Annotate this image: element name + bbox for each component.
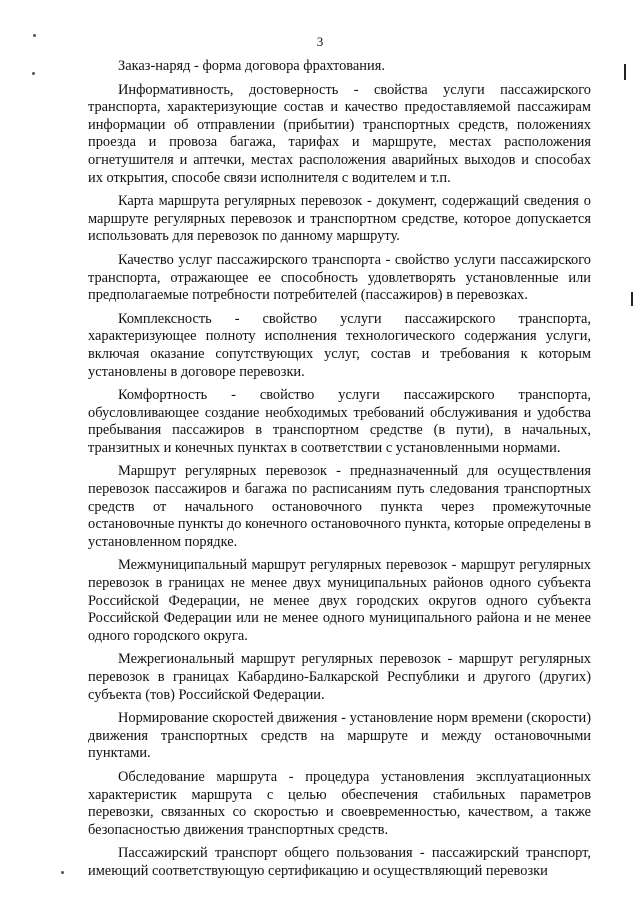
paragraph: Межмуниципальный маршрут регулярных перевозок - маршрут регулярных перевозок в границах не менее двух муниципальных районов одного субъекта Российской Федерации, не менее двух городских округов одного субъекта Российской Федерации или не менее одного муниципального района и не менее одного городского округа. [88,557,591,644]
paragraph: Карта маршрута регулярных перевозок - документ, содержащий сведения о маршруте регулярных перевозок и транспортном средстве, которое допускается использовать для перевозок по данному маршруту. [88,193,591,245]
page-number: 3 [316,34,324,49]
paragraph: Маршрут регулярных перевозок - предназначенный для осуществления перевозок пассажиров и багажа по расписаниям путь следования транспортных средств от начального остановочного пункта через промежуточные остановочные пункты до конечного остановочного пункта, которые определены в установленном порядке. [88,463,591,550]
scan-speck [33,34,36,37]
paragraph: Информативность, достоверность - свойства услуги пассажирского транспорта, характеризующие состав и качество предоставляемой пассажирам информации об отправлении (прибытии) транспортных средств, положениях проезда и провоза багажа, тарифах и маршруте, местах расположения огнетушителя и аптечки, местах расположения аварийных выходов и способах их открытия, способе связи исполнителя с водителем и т.п. [88,81,591,186]
margin-mark [631,292,633,306]
paragraph: Качество услуг пассажирского транспорта - свойство услуги пассажирского транспорта, отражающее ее способность удовлетворять установленные или предполагаемые потребности потребителей (пассажиров) в перевозках. [88,251,591,304]
paragraph: Заказ-наряд - форма договора фрахтования. [118,58,385,74]
paragraph: Комфортность - свойство услуги пассажирского транспорта, обусловливающее создание необходимых требований обслуживания и удобства пребывания пассажиров в транспортном средстве (в пути), в начальных, транзитных и конечных пунктах в соответствии с установленными нормами. [88,387,591,456]
paragraph: Пассажирский транспорт общего пользования - пассажирский транспорт, имеющий соответствующую сертификацию и осуществляющий перевозки [88,845,591,879]
margin-mark [624,64,626,80]
scan-speck [32,72,35,75]
scan-speck [61,871,64,874]
paragraph: Межрегиональный маршрут регулярных перевозок - маршрут регулярных перевозок в границах Кабардино-Балкарской Республики и другого (других) субъекта (тов) Российской Федерации. [88,651,591,703]
paragraph: Комплексность - свойство услуги пассажирского транспорта, характеризующее полноту исполнения технологического содержания услуги, включая оказание сопутствующих услуг, состав и требования к которым установлены в договоре перевозки. [88,310,591,380]
paragraph: Обследование маршрута - процедура установления эксплуатационных характеристик маршрута с целью обеспечения стабильных параметров перевозки, связанных со скоростью и своевременностью, качеством, а также безопасностью движения транспортных средств. [88,768,591,838]
document-body [88,58,591,887]
paragraph: Нормирование скоростей движения - установление норм времени (скорости) движения транспортных средств на маршруте и между остановочными пунктами. [88,710,591,762]
